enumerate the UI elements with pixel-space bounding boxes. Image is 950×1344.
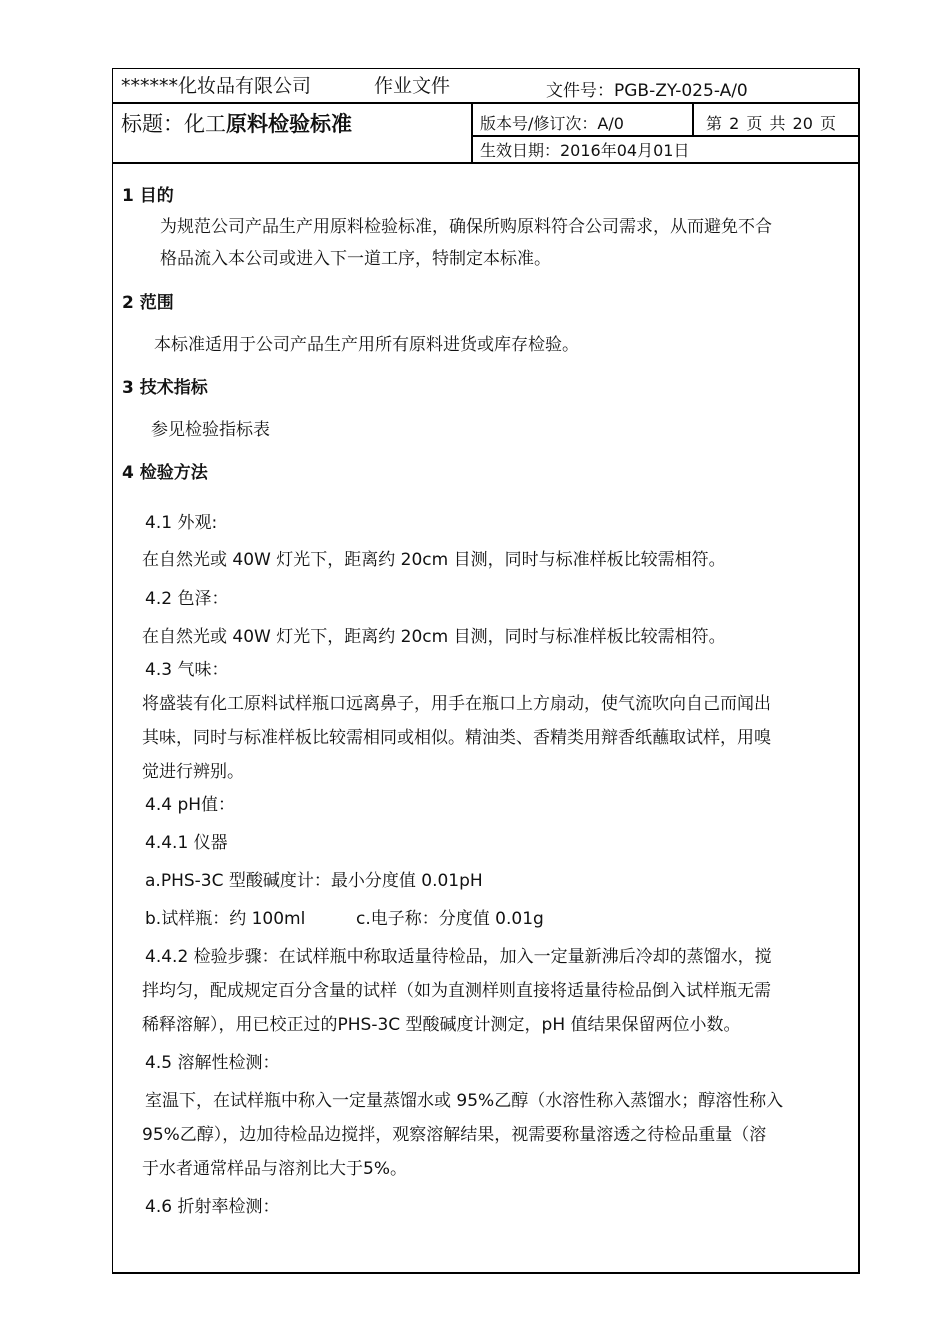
section-1-text-line1: 为规范公司产品生产用原料检验标准，确保所购原料符合公司需求，从而避免不合: [160, 217, 772, 237]
doc-title: [121, 108, 352, 138]
section-4-5-heading: 4.5 溶解性检测：: [145, 1053, 280, 1073]
section-3-text: 参见检验指标表: [151, 420, 270, 440]
header-divider-1: [112, 102, 860, 104]
header-divider-3: [112, 162, 860, 164]
section-4-1-heading: 4.1 外观:: [145, 513, 218, 533]
section-4-2-heading: 4.2 色泽：: [145, 589, 229, 609]
doc-number: 文件号：PGB-ZY-025-A/0: [546, 81, 748, 101]
header-vdivider-1: [471, 102, 473, 162]
section-4-1-text: 在自然光或 40W 灯光下，距离约 20cm 目测，同时与标准样板比较需相符。: [142, 550, 726, 570]
company-name: ******化妆品有限公司: [121, 75, 312, 97]
section-4-4-2-line1: 4.4.2 检验步骤：在试样瓶中称取适量待检品，加入一定量新沸后冷却的蒸馏水，搅: [145, 947, 772, 967]
section-4-6-heading: 4.6 折射率检测：: [145, 1197, 280, 1217]
section-4-3-text-line3: 觉进行辨别。: [142, 762, 244, 782]
section-4-3-heading: 4.3 气味：: [145, 660, 229, 680]
section-4-4-1-heading: 4.4.1 仪器: [145, 833, 228, 853]
page-info: 第 2 页 共 20 页: [706, 114, 836, 133]
section-4-5-line2: 95%乙醇），边加待检品边搅拌，观察溶解结果，视需要称量溶透之待检品重量（溶: [142, 1125, 767, 1145]
section-4-3-text-line1: 将盛装有化工原料试样瓶口远离鼻子，用手在瓶口上方扇动，使气流吹向自己而闻出: [142, 694, 771, 714]
section-4-4-1-item-a: a.PHS-3C 型酸碱度计：最小分度值 0.01pH: [145, 871, 483, 891]
section-4-heading: 4 检验方法: [122, 463, 208, 483]
doc-type: 作业文件: [374, 75, 451, 97]
section-4-4-heading: 4.4 pH值：: [145, 795, 236, 815]
section-4-4-2-line2: 拌均匀，配成规定百分含量的试样（如为直测样则直接将适量待检品倒入试样瓶无需: [142, 981, 771, 1001]
section-2-text: 本标准适用于公司产品生产用所有原料进货或库存检验。: [154, 335, 579, 355]
doc-title-bold: 原料检验标准: [226, 112, 352, 136]
section-3-heading: 3 技术指标: [122, 378, 208, 398]
section-4-5-line3: 于水者通常样品与溶剂比大于5%。: [142, 1159, 407, 1179]
section-4-2-text: 在自然光或 40W 灯光下，距离约 20cm 目测，同时与标准样板比较需相符。: [142, 627, 726, 647]
section-1-heading: 1 目的: [122, 186, 174, 206]
version-info: 版本号/修订次：A/0: [480, 114, 624, 133]
section-4-4-1-item-b: b.试样瓶：约 100ml: [145, 909, 306, 929]
header-divider-2: [472, 135, 860, 137]
header-vdivider-2: [692, 102, 694, 135]
section-4-3-text-line2: 其味，同时与标准样板比较需相同或相似。精油类、香精类用辩香纸蘸取试样，用嗅: [142, 728, 771, 748]
doc-title-prefix: 标题：化工: [121, 112, 226, 136]
section-4-4-1-item-c: c.电子称：分度值 0.01g: [356, 909, 544, 929]
effective-date: 生效日期：2016年04月01日: [480, 141, 690, 160]
section-1-text-line2: 格品流入本公司或进入下一道工序，特制定本标准。: [160, 249, 551, 269]
section-4-5-line1: 室温下，在试样瓶中称入一定量蒸馏水或 95%乙醇（水溶性称入蒸馏水；醇溶性称入: [145, 1091, 784, 1111]
section-2-heading: 2 范围: [122, 293, 174, 313]
section-4-4-2-line3: 稀释溶解），用已校正过的PHS-3C 型酸碱度计测定，pH 值结果保留两位小数。: [142, 1015, 741, 1035]
